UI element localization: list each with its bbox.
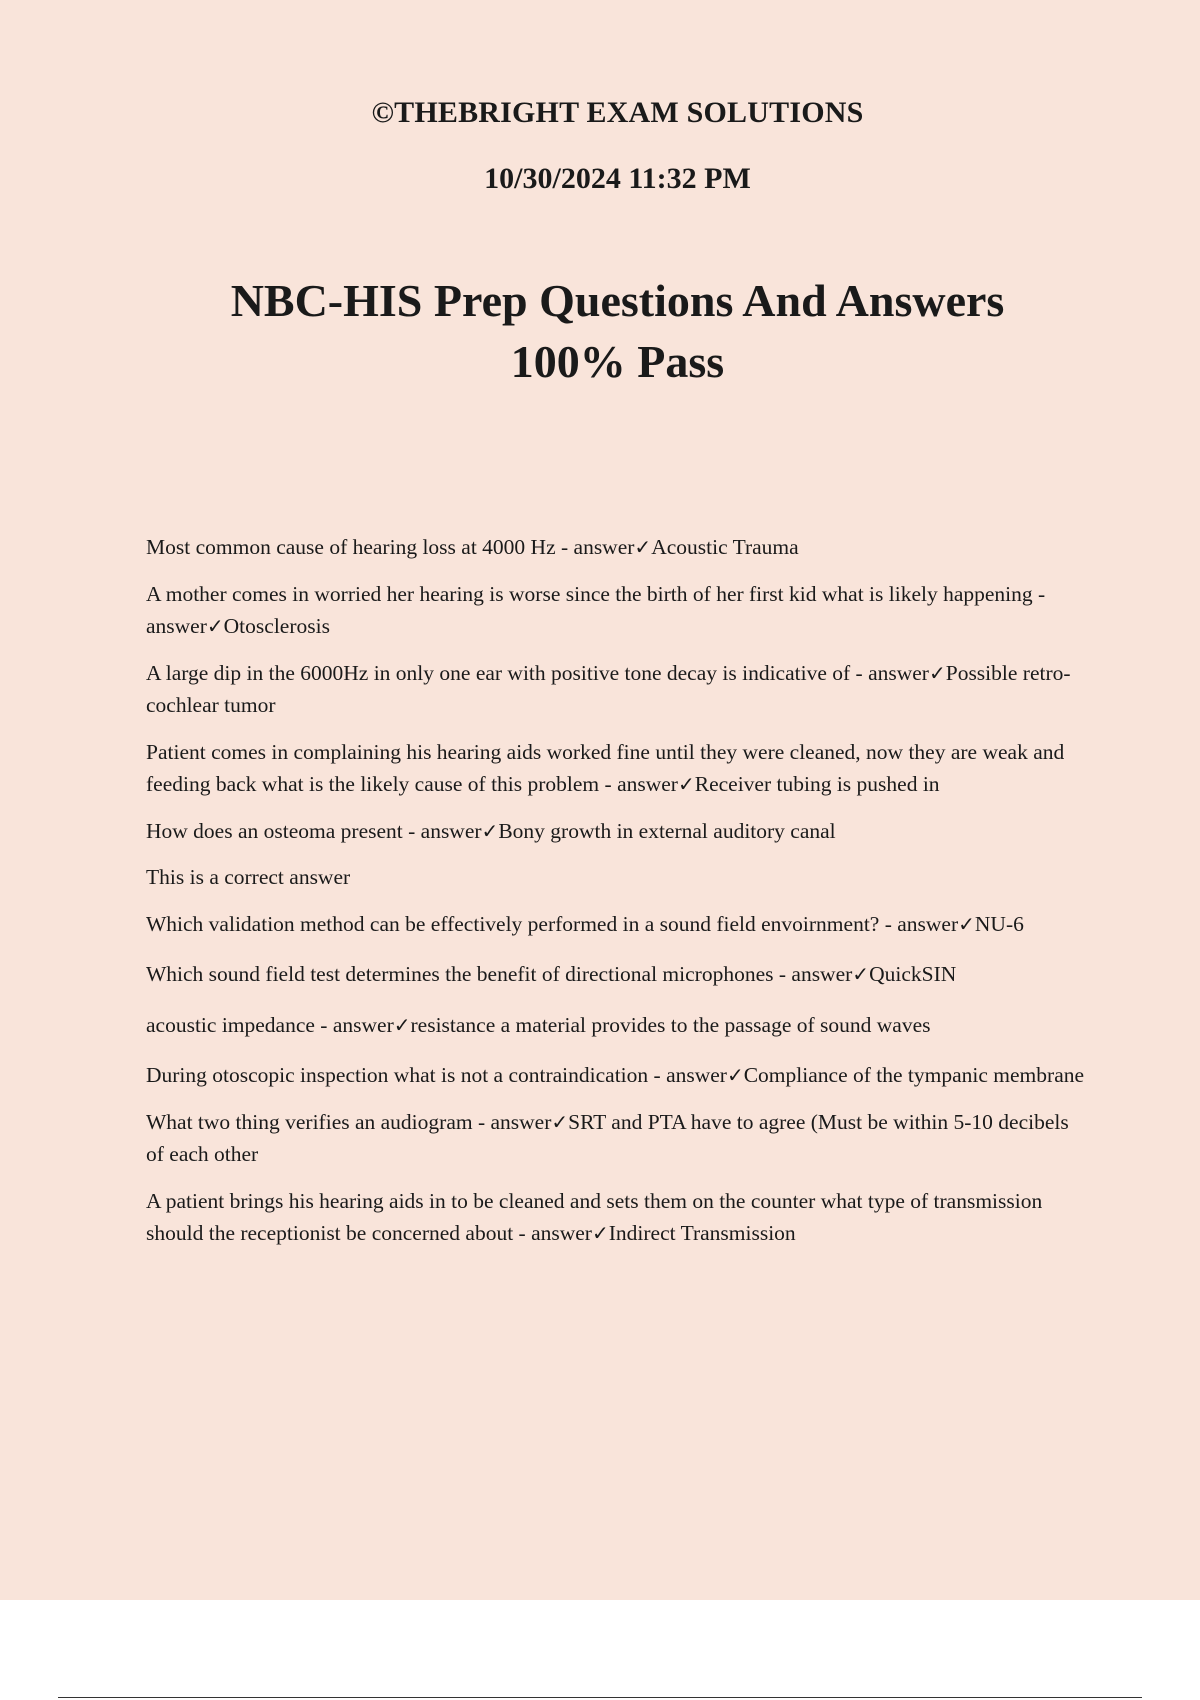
document-datetime: 10/30/2024 11:32 PM	[484, 162, 751, 195]
qa-item	[146, 1106, 1086, 1171]
qa-question: Which sound field test determines the benefit of directional microphones - answer	[146, 962, 853, 986]
footer-divider	[58, 1697, 1142, 1698]
brand-header: ©THEBRIGHT EXAM SOLUTIONS	[371, 96, 864, 129]
qa-question: Which validation method can be effectively performed in a sound field envoirnment? - answer	[146, 911, 959, 936]
qa-question: acoustic impedance - answer	[146, 1012, 394, 1037]
qa-question: Patient comes in complaining his hearing aids worked fine until they were cleaned, now they are weak and feeding back what is the likely cause of this problem - answer	[146, 739, 1065, 796]
qa-question: A patient brings his hearing aids in to be cleaned and sets them on the counter what type of transmission should the receptionist be concerned about - answer	[146, 1188, 1043, 1245]
qa-answer: SRT and PTA have to agree (Must be within 5-10 decibels of each other	[146, 1109, 1069, 1166]
qa-question: Most common cause of hearing loss at 4000 Hz - answer	[146, 535, 635, 559]
qa-item	[146, 815, 1086, 848]
check-icon: ✓	[551, 1109, 569, 1134]
qa-list	[146, 531, 1086, 1264]
title-line-2: 100% Pass	[510, 336, 725, 387]
check-icon: ✓	[726, 1063, 744, 1087]
qa-question: This is a correct answer	[146, 865, 351, 889]
qa-item	[146, 657, 1086, 722]
check-icon: ✓	[928, 660, 946, 685]
qa-question: A large dip in the 6000Hz in only one ear with positive tone decay is indicative of - answer	[146, 660, 929, 685]
qa-question: A mother comes in worried her hearing is worse since the birth of her first kid what is likely happening - answer	[146, 581, 1046, 638]
check-icon: ✓	[958, 911, 975, 936]
check-icon: ✓	[852, 962, 870, 986]
qa-item	[146, 958, 1086, 991]
qa-question: During otoscopic inspection what is not a contraindication - answer	[146, 1063, 727, 1087]
qa-answer: Receiver tubing is pushed in	[694, 772, 940, 796]
qa-note	[146, 861, 1086, 894]
check-icon: ✓	[481, 818, 499, 843]
qa-question: How does an osteoma present - answer	[146, 818, 482, 843]
qa-item	[146, 1059, 1086, 1092]
qa-item	[146, 578, 1086, 643]
qa-answer: Acoustic Trauma	[651, 535, 799, 559]
qa-answer: QuickSIN	[869, 962, 957, 986]
qa-item	[146, 1185, 1086, 1250]
check-icon: ✓	[677, 772, 695, 796]
qa-answer: Compliance of the tympanic membrane	[743, 1063, 1085, 1087]
document-title	[0, 270, 1200, 392]
qa-item	[146, 1009, 1086, 1042]
qa-item	[146, 908, 1086, 941]
check-icon: ✓	[591, 1221, 609, 1245]
qa-question: What two thing verifies an audiogram - answer	[146, 1109, 552, 1134]
title-line-1: NBC-HIS Prep Questions And Answers	[230, 275, 1005, 326]
check-icon: ✓	[634, 535, 652, 559]
qa-answer: resistance a material provides to the passage of sound waves	[410, 1012, 931, 1037]
qa-answer: Indirect Transmission	[608, 1221, 796, 1245]
qa-item	[146, 736, 1086, 801]
qa-answer: Otosclerosis	[223, 614, 330, 638]
qa-answer: NU-6	[974, 911, 1024, 936]
qa-answer: Possible retro-cochlear tumor	[146, 660, 1071, 717]
check-icon: ✓	[393, 1012, 411, 1037]
qa-answer: Bony growth in external auditory canal	[498, 818, 836, 843]
check-icon: ✓	[206, 614, 224, 638]
qa-item	[146, 531, 1086, 564]
